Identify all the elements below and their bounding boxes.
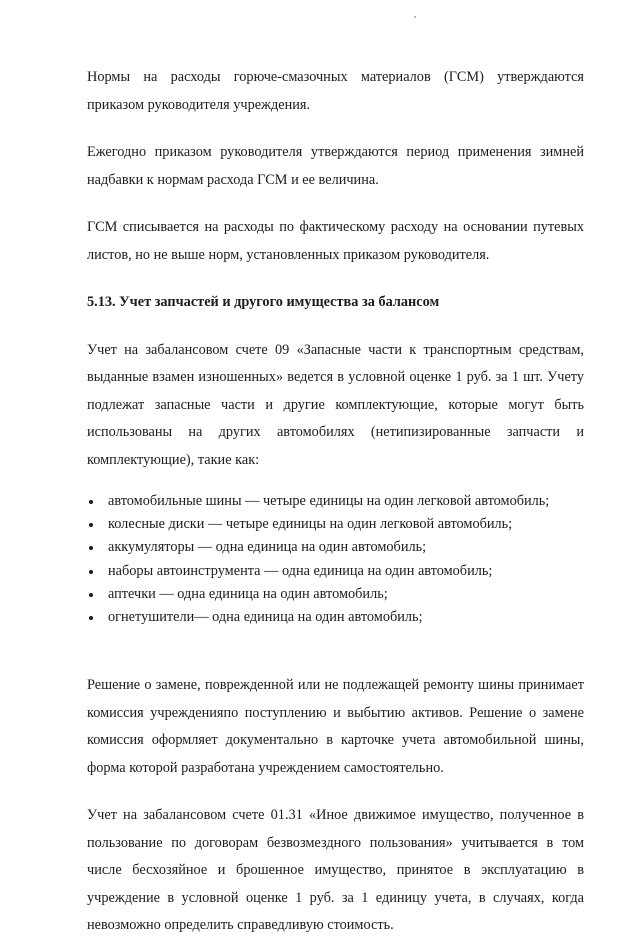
list-item: наборы автоинструмента — одна единица на один автомобиль; <box>87 560 584 583</box>
paragraph-account-09: Учет на забалансовом счете 09 «Запасные части к транспортным средствам, выданные взамен изношенных» ведется в условной оценке 1 руб. за 1 шт. Учету подлежат запасные части и другие комплектующие, которые могут быть использованы на других автомобилях (нетипизированные запчасти и комплектующие), такие как: <box>87 341 584 468</box>
scan-speck <box>414 16 416 18</box>
bullet-icon <box>89 500 93 504</box>
spare-parts-list <box>87 490 584 629</box>
bullet-icon <box>89 593 93 597</box>
paragraph-winter-allowance: Ежегодно приказом руководителя утверждаются период применения зимней надбавки к нормам расхода ГСМ и ее величина. <box>87 144 584 188</box>
bullet-icon <box>89 523 93 527</box>
bullet-icon <box>89 616 93 620</box>
paragraph-tire-decision: Решение о замене, поврежденной или не подлежащей ремонту шины принимает комиссия учрежденияпо поступлению и выбытию активов. Решение о замене комиссия оформляет документально в карточке учета автомобильной шины, форма которой разработана учреждением самостоятельно. <box>87 677 584 776</box>
paragraph-fuel-writeoff: ГСМ списывается на расходы по фактическому расходу на основании путевых листов, но не выше норм, установленных приказом руководителя. <box>87 219 584 263</box>
list-item: огнетушители— одна единица на один автомобиль; <box>87 606 584 629</box>
document-page <box>87 64 584 940</box>
paragraph-account-0131: Учет на забалансовом счете 01.31 «Иное движимое имущество, полученное в пользование по договорам безвозмездного пользования» учитывается в том числе бесхозяйное и брошенное имущество, принятое в эксплуатацию в учреждение в условной оценке 1 руб. за 1 единицу учета, в случаях, когда невозможно определить справедливую стоимость. <box>87 807 584 934</box>
list-item: автомобильные шины — четыре единицы на один легковой автомобиль; <box>87 490 584 513</box>
list-item: колесные диски — четыре единицы на один легковой автомобиль; <box>87 513 584 536</box>
list-item: аккумуляторы — одна единица на один автомобиль; <box>87 536 584 559</box>
bullet-icon <box>89 570 93 574</box>
bullet-icon <box>89 546 93 550</box>
section-heading: 5.13. Учет запчастей и другого имущества за балансом <box>87 294 440 310</box>
paragraph-fuel-norms: Нормы на расходы горюче-смазочных материалов (ГСМ) утверждаются приказом руководителя учреждения. <box>87 69 584 113</box>
list-item: аптечки — одна единица на один автомобиль; <box>87 583 584 606</box>
